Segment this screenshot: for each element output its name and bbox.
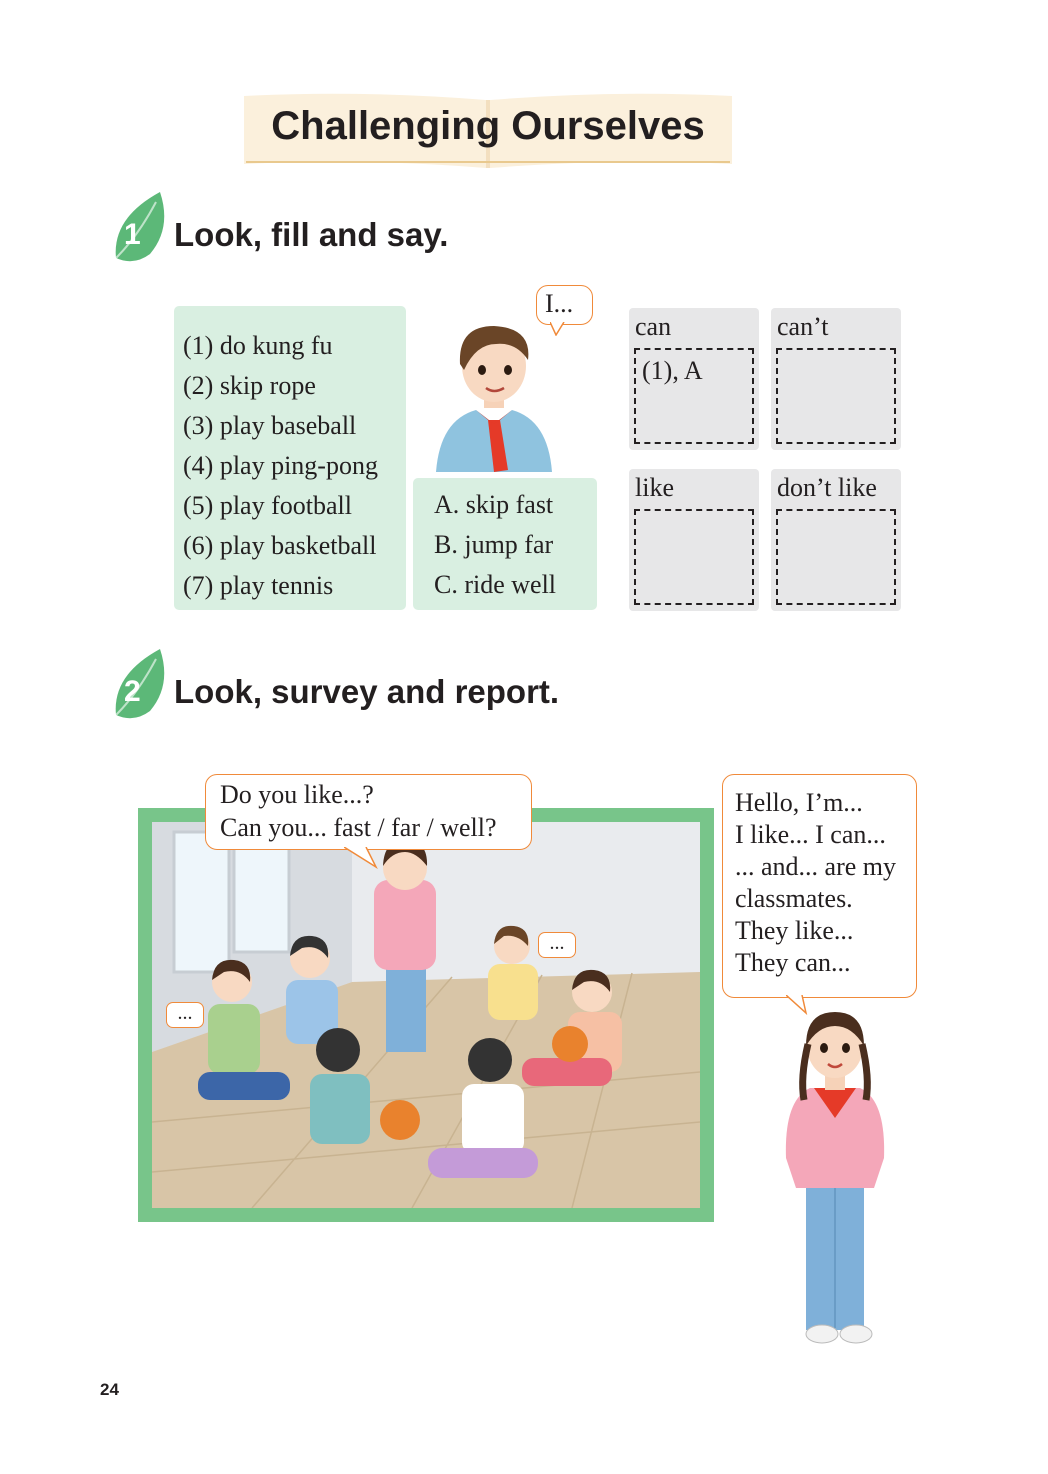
manner-box <box>413 478 597 610</box>
activity-item: (3) play baseball <box>183 411 357 440</box>
boy-speech-text: I... <box>545 289 574 318</box>
question-text <box>220 778 497 844</box>
report-line: They like... <box>735 916 854 945</box>
classroom-scene-illustration <box>152 822 700 1208</box>
category-label: can <box>635 312 672 341</box>
activities-box <box>174 306 406 610</box>
report-line: I like... I can... <box>735 820 886 849</box>
manner-item: A. skip fast <box>434 490 554 519</box>
girl-illustration <box>770 1008 900 1348</box>
answer-area[interactable] <box>776 509 896 605</box>
activity-item: (7) play tennis <box>183 571 334 600</box>
question-line: Do you like...? <box>220 780 374 809</box>
category-label: can’t <box>777 312 829 341</box>
section-1-title: Look, fill and say. <box>174 216 449 253</box>
page-number: 24 <box>100 1380 119 1399</box>
answer-area[interactable] <box>634 348 754 444</box>
report-line: classmates. <box>735 884 853 913</box>
report-text <box>735 787 896 979</box>
activity-item: (6) play basketball <box>183 531 377 560</box>
activity-item: (1) do kung fu <box>183 331 333 360</box>
report-line: ... and... are my <box>735 852 897 881</box>
category-label: like <box>635 473 674 502</box>
manner-item: C. ride well <box>434 570 557 599</box>
bubble-tail <box>344 847 380 869</box>
category-box-like <box>629 469 759 611</box>
answer-area[interactable] <box>776 348 896 444</box>
category-label: don’t like <box>777 473 877 502</box>
bubble-tail <box>550 322 570 336</box>
ellipsis-text: ... <box>177 1002 193 1024</box>
report-line: Hello, I’m... <box>735 788 863 817</box>
category-box-dont-like <box>771 469 901 611</box>
question-speech-bubble <box>205 774 532 850</box>
boy-speech-bubble <box>536 285 593 325</box>
ellipsis-bubble <box>538 932 576 958</box>
ellipsis-text: ... <box>549 932 565 954</box>
activity-item: (4) play ping-pong <box>183 451 378 480</box>
category-box-can <box>629 308 759 450</box>
boy-illustration <box>436 320 552 472</box>
section-2-title: Look, survey and report. <box>174 673 560 710</box>
section-2-number: 2 <box>124 675 141 708</box>
page-title: Challenging Ourselves <box>271 104 705 148</box>
activity-item: (2) skip rope <box>183 371 316 400</box>
manner-list <box>434 485 556 605</box>
report-line: They can... <box>735 948 851 977</box>
activity-item: (5) play football <box>183 491 352 520</box>
report-speech-bubble <box>722 774 917 998</box>
section-1-number: 1 <box>124 218 141 251</box>
ellipsis-bubble <box>166 1002 204 1028</box>
activities-list <box>183 326 378 606</box>
answer-area[interactable] <box>634 509 754 605</box>
manner-item: B. jump far <box>434 530 554 559</box>
question-line: Can you... fast / far / well? <box>220 813 497 842</box>
category-box-cant <box>771 308 901 450</box>
answer-text: (1), A <box>642 356 703 385</box>
